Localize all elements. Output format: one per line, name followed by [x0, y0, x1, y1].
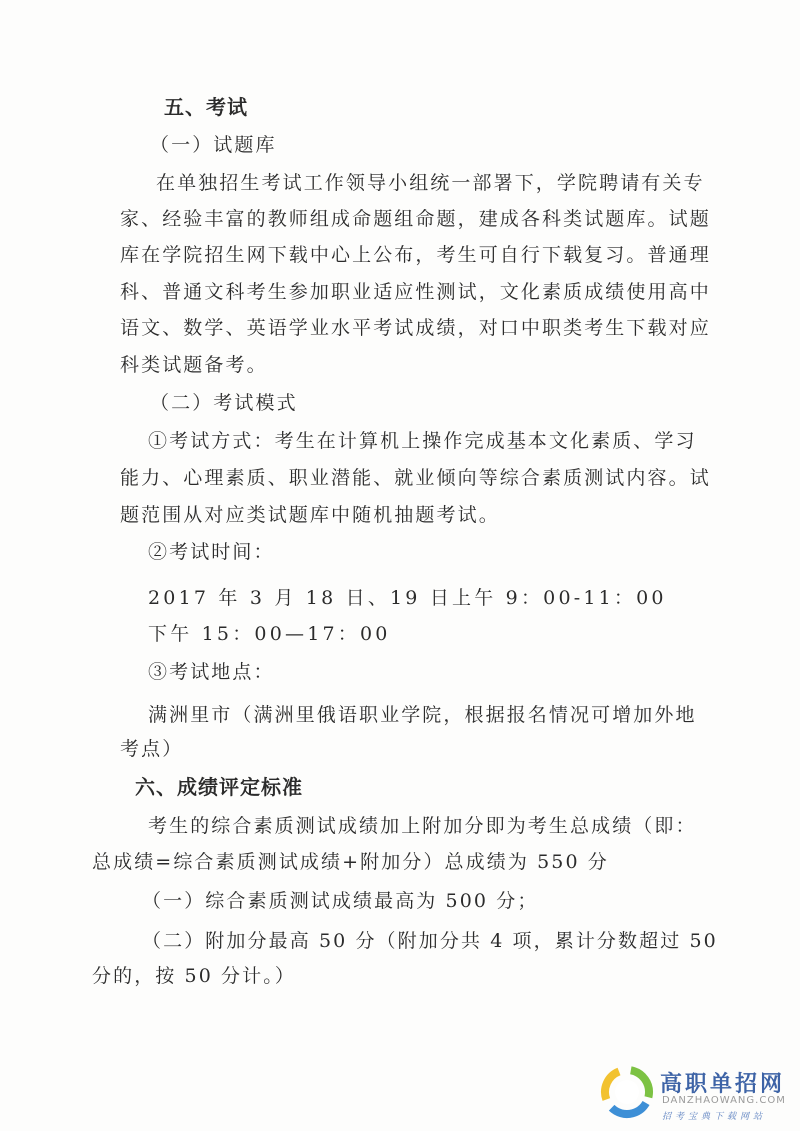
- exam-method-line: ①考试方式：考生在计算机上操作完成基本文化素质、学习: [148, 430, 697, 452]
- paragraph-line: 语文、数学、英语学业水平考试成绩，对口中职类考生下载对应: [120, 317, 711, 339]
- watermark-domain: DANZHAOWANG.COM: [662, 1095, 786, 1106]
- paragraph-line: 库在学院招生网下载中心上公布，考生可自行下载复习。普通理: [120, 244, 711, 266]
- score-intro-line: 考生的综合素质测试成绩加上附加分即为考生总成绩（即：: [148, 815, 697, 837]
- site-logo-icon: [600, 1065, 654, 1119]
- score-intro-line: 总成绩=综合素质测试成绩+附加分）总成绩为 550 分: [92, 851, 609, 873]
- watermark-slogan: 招考宝典下载网站: [662, 1112, 767, 1122]
- score-item-1: （一）综合素质测试成绩最高为 500 分；: [142, 890, 539, 912]
- exam-place-line: 考点）: [120, 738, 184, 760]
- section6-heading: 六、成绩评定标准: [135, 775, 303, 799]
- score-item-2-line: 分的，按 50 分计。）: [92, 965, 296, 987]
- paragraph-line: 科类试题备考。: [120, 354, 268, 376]
- paragraph-line: 在单独招生考试工作领导小组统一部署下，学院聘请有关专: [156, 172, 705, 194]
- section5-heading: 五、考试: [164, 95, 248, 119]
- score-item-2-line: （二）附加分最高 50 分（附加分共 4 项，累计分数超过 50: [142, 930, 718, 952]
- exam-time-label: ②考试时间：: [148, 541, 275, 563]
- site-watermark: [600, 1063, 790, 1123]
- sub1-title: （一）试题库: [150, 134, 277, 156]
- exam-time-morning: 2017 年 3 月 18 日、19 日上午 9：00-11：00: [148, 587, 667, 609]
- paragraph-line: 科、普通文科考生参加职业适应性测试，文化素质成绩使用高中: [120, 281, 711, 303]
- exam-method-line: 能力、心理素质、职业潜能、就业倾向等综合素质测试内容。试: [120, 467, 711, 489]
- sub2-title: （二）考试模式: [150, 392, 298, 414]
- exam-place-line: 满洲里市（满洲里俄语职业学院，根据报名情况可增加外地: [148, 704, 697, 726]
- paragraph-line: 家、经验丰富的教师组成命题组命题，建成各科类试题库。试题: [120, 208, 711, 230]
- exam-place-label: ③考试地点：: [148, 661, 275, 683]
- exam-method-line: 题范围从对应类试题库中随机抽题考试。: [120, 504, 500, 526]
- watermark-title: 高职单招网: [660, 1072, 786, 1097]
- exam-time-afternoon: 下午 15：00—17：00: [148, 623, 391, 645]
